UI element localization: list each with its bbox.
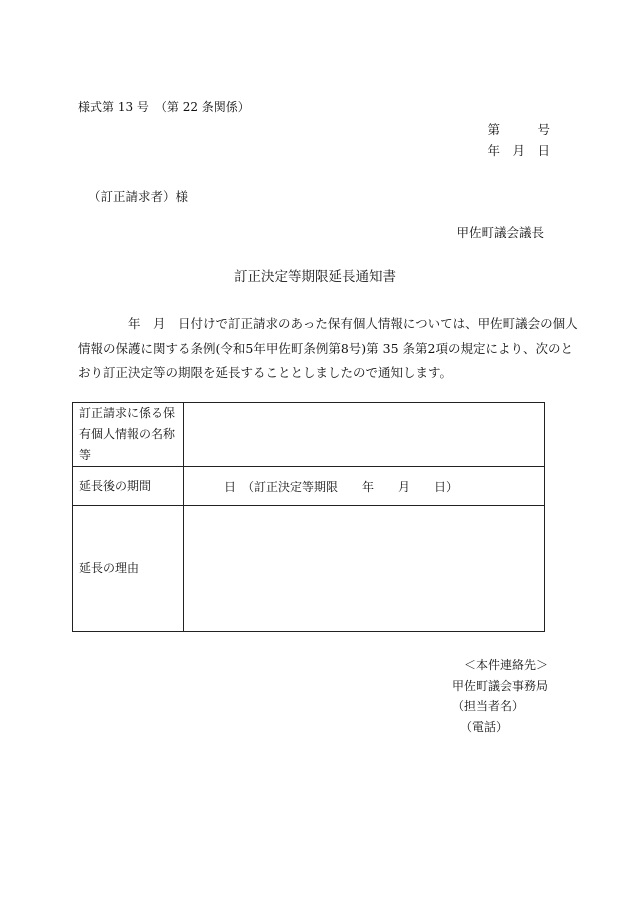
contact-block <box>452 655 548 737</box>
table-row-extension-reason <box>73 506 545 632</box>
document-number: 第 号 <box>487 122 550 137</box>
form-number: 様式第 13 号 （第 22 条関係） <box>78 100 250 114</box>
body-line-3: おり訂正決定等の期限を延長することとしましたので通知します。 <box>78 365 453 380</box>
contact-heading: ＜本件連絡先＞ <box>464 658 549 672</box>
notice-body <box>78 312 578 386</box>
extended-period-value: 日 （訂正決定等期限 年 月 日） <box>184 467 545 506</box>
contact-phone: （電話） <box>460 719 509 734</box>
extension-reason-value <box>184 506 545 632</box>
contact-person: （担当者名） <box>452 699 525 713</box>
extended-period-label: 延長後の期間 <box>73 467 184 506</box>
info-name-label <box>73 403 184 467</box>
addressee: （訂正請求者）様 <box>88 189 189 204</box>
contact-office: 甲佐町議会事務局 <box>452 678 549 693</box>
sender: 甲佐町議会議長 <box>456 225 544 240</box>
details-table <box>72 402 545 632</box>
info-name-label-line-3: 等 <box>79 448 92 462</box>
document-title: 訂正決定等期限延長通知書 <box>234 269 396 285</box>
table-row-extended-period <box>73 467 545 506</box>
extension-reason-label: 延長の理由 <box>73 506 184 632</box>
document-date: 年 月 日 <box>487 143 550 158</box>
body-line-1: 年 月 日付けで訂正請求のあった保有個人情報については、甲佐町議会の個人 <box>128 316 578 331</box>
body-line-2: 情報の保護に関する条例(令和5年甲佐町条例第8号)第 35 条第2項の規定により、次のと <box>78 340 573 356</box>
info-name-value <box>184 403 545 467</box>
table-row-info-name <box>73 403 545 467</box>
info-name-label-line-2: 有個人情報の名称 <box>79 427 176 441</box>
info-name-label-line-1: 訂正請求に係る保 <box>79 406 176 420</box>
